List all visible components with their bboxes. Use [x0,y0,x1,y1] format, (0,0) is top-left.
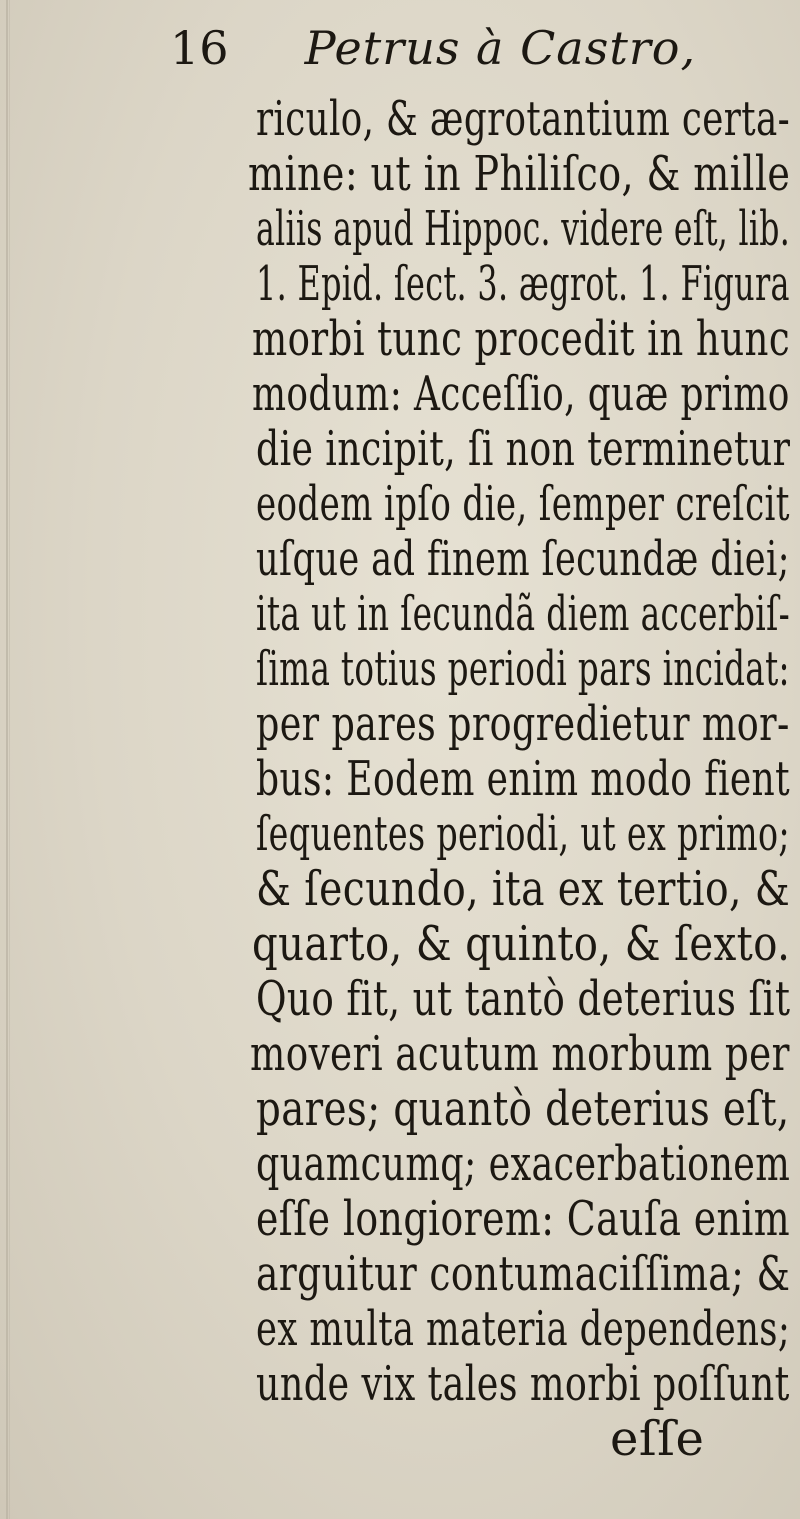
page-header [170,18,770,78]
text-line: arguitur contumaciſſima; & [256,1246,791,1302]
text-line: ſequentes periodi, ut ex primo; [256,806,790,862]
text-line: 1. Epid. ſect. 3. ægrot. 1. Figura [256,256,790,312]
binding-rule [6,0,8,1519]
text-line: ita ut in ſecundã diem accerbiſ- [256,586,791,642]
text-line: Quo fit, ut tantò deterius ſit [256,971,791,1027]
text-line: & ſecundo, ita ex tertio, & [256,861,791,917]
text-line: quamcumq; exacerbationem [256,1136,791,1192]
text-line: eodem ipſo die, ſemper creſcit [256,476,790,532]
text-line: modum: Acceſſio, quæ primo [252,366,790,422]
text-line: ex multa materia dependens; [256,1301,791,1357]
text-line: eſſe longiorem: Cauſa enim [256,1191,791,1247]
text-line: per pares progredietur mor- [256,696,790,752]
running-head: Petrus à Castro, [304,21,697,75]
text-line: ſima totius periodi pars incidat: [256,641,790,697]
text-line: morbi tunc procedit in hunc [252,311,791,367]
text-line: unde vix tales morbi poſſunt [256,1356,790,1412]
catchword: eſſe [610,1411,705,1467]
text-line: uſque ad finem ſecundæ diei; [256,531,790,587]
text-line: aliis apud Hippoc. videre eſt, lib. [256,201,791,257]
page-number: 16 [170,21,229,75]
text-line: quarto, & quinto, & ſexto. [252,916,791,972]
text-line: die incipit, ſi non terminetur [256,421,791,477]
text-line: mine: ut in Philiſco, & mille [248,146,791,202]
text-line: moveri acutum morbum per [250,1026,790,1082]
text-line: pares; quantò deterius eſt, [256,1081,790,1137]
text-line: riculo, & ægrotantium certa- [256,91,791,147]
text-line: bus: Eodem enim modo fient [256,751,791,807]
binding-rule [9,0,10,1519]
